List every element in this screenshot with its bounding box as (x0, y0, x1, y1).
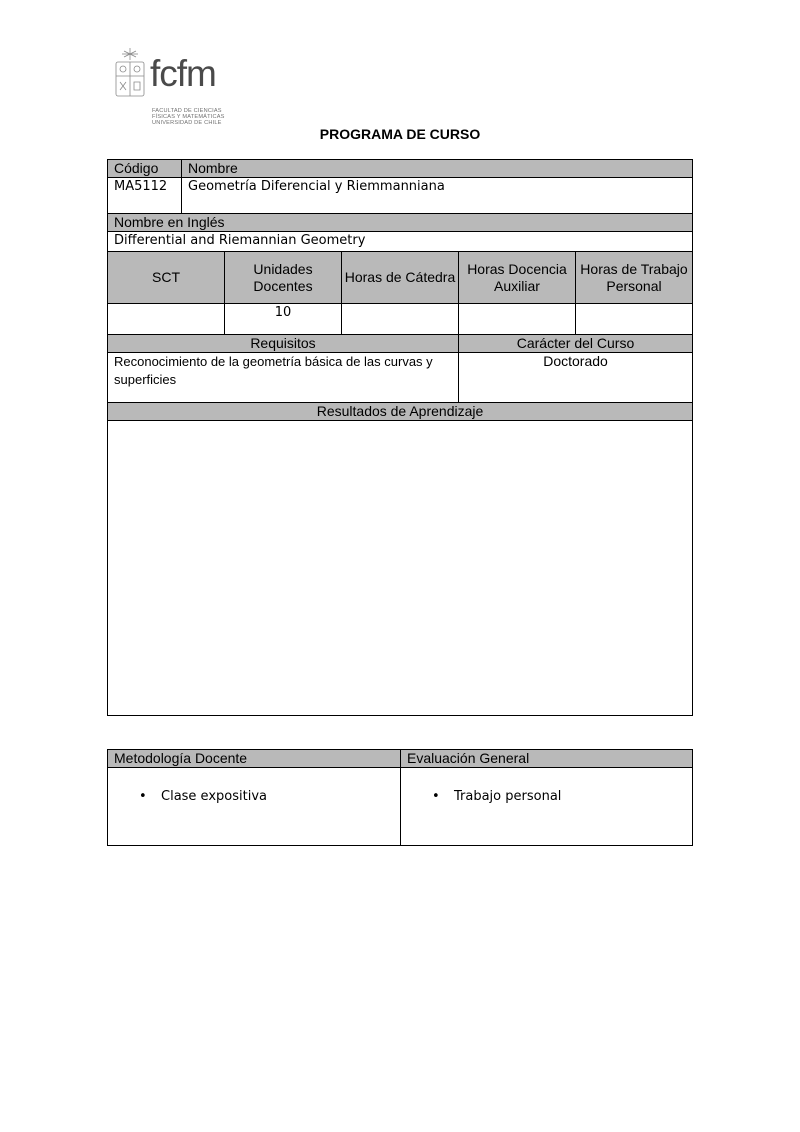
bullet-icon: • (432, 789, 440, 804)
course-code: MA5112 (107, 177, 182, 214)
evaluation-item: Trabajo personal (454, 789, 562, 804)
university-seal-icon (112, 46, 148, 100)
english-name-header: Nombre en Inglés (107, 213, 693, 232)
evaluation-header: Evaluación General (400, 749, 693, 768)
logo-line-1: FACULTAD DE CIENCIAS (152, 108, 222, 114)
course-character-value: Doctorado (458, 352, 693, 403)
methodology-body (107, 767, 401, 846)
methodology-item: Clase expositiva (161, 789, 267, 804)
requirements-text: Reconocimiento de la geometría básica de las curvas y superficies (107, 352, 459, 403)
methodology-header: Metodología Docente (107, 749, 401, 768)
personal-work-hours-value (575, 303, 693, 335)
requirements-header: Requisitos (107, 334, 459, 353)
teaching-units-header: Unidades Docentes (224, 251, 342, 304)
course-name: Geometría Diferencial y Riemmanniana (181, 177, 693, 214)
lecture-hours-value (341, 303, 459, 335)
personal-work-hours-header: Horas de Trabajo Personal (575, 251, 693, 304)
bullet-icon: • (139, 789, 147, 804)
learning-outcomes-header: Resultados de Aprendizaje (107, 402, 693, 421)
course-character-header: Carácter del Curso (458, 334, 693, 353)
learning-outcomes-body (107, 420, 693, 716)
sct-header: SCT (107, 251, 225, 304)
name-header: Nombre (181, 159, 693, 178)
fcfm-logo (112, 46, 242, 130)
sct-value (107, 303, 225, 335)
logo-wordmark: fcfm (150, 53, 216, 94)
teaching-units-value: 10 (224, 303, 342, 335)
logo-line-2: FÍSICAS Y MATEMÁTICAS (152, 114, 225, 120)
code-header: Código (107, 159, 182, 178)
lecture-hours-header: Horas de Cátedra (341, 251, 459, 304)
document-title: PROGRAMA DE CURSO (319, 126, 481, 142)
english-name: Differential and Riemannian Geometry (107, 231, 693, 252)
evaluation-body (400, 767, 693, 846)
logo-line-3: UNIVERSIDAD DE CHILE (152, 120, 222, 126)
auxiliary-hours-header: Horas Docencia Auxiliar (458, 251, 576, 304)
auxiliary-hours-value (458, 303, 576, 335)
